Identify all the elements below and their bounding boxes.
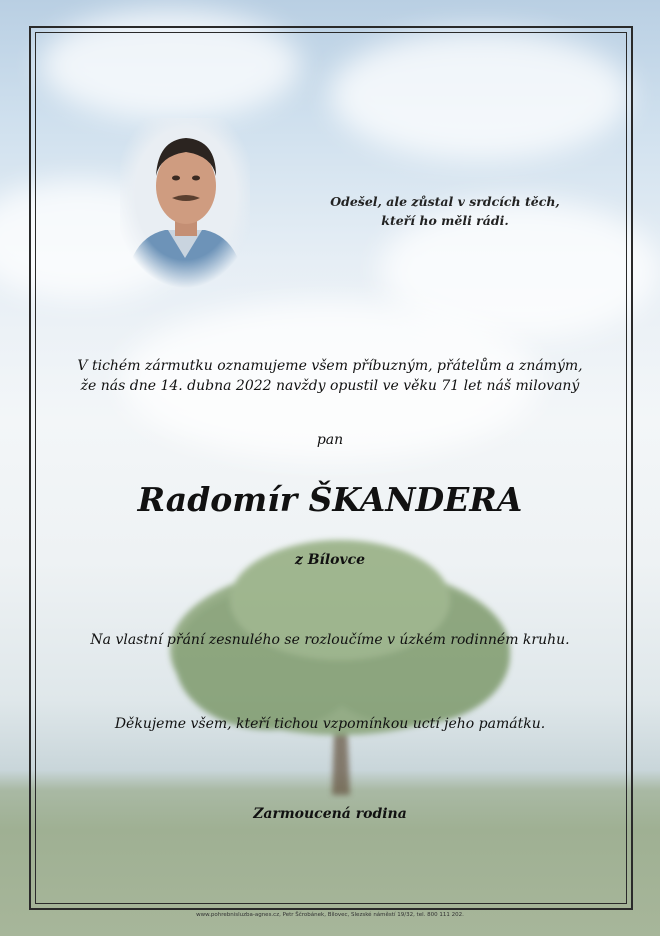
origin-place: z Bílovce bbox=[294, 552, 366, 568]
deceased-name: Radomír ŠKANDERA bbox=[137, 480, 523, 519]
motto-line-1: Odešel, ale zůstal v srdcích těch, bbox=[330, 194, 560, 209]
salutation: pan bbox=[316, 432, 344, 448]
family-signoff: Zarmoucená rodina bbox=[253, 806, 407, 822]
farewell-note: Na vlastní přání zesnulého se rozloučíme v úzkém rodinném kruhu. bbox=[90, 632, 570, 648]
announcement-text bbox=[60, 356, 600, 396]
memorial-motto bbox=[325, 192, 565, 230]
portrait-photo bbox=[120, 118, 250, 288]
announcement-line-1: V tichém zármutku oznamujeme všem příbuzným, přátelům a známým, bbox=[77, 358, 583, 374]
announcement-line-2: že nás dne 14. dubna 2022 navždy opustil ve věku 71 let náš milovaný bbox=[80, 378, 580, 394]
footer-credit: www.pohrebnisluzba-agnes.cz, Petr Ščrobánek, Bílovec, Slezské náměstí 19/32, tel. 800 111 202. bbox=[196, 912, 464, 918]
thanks-note: Děkujeme všem, kteří tichou vzpomínkou uctí jeho památku. bbox=[114, 716, 546, 732]
motto-line-2: kteří ho měli rádi. bbox=[381, 213, 509, 228]
